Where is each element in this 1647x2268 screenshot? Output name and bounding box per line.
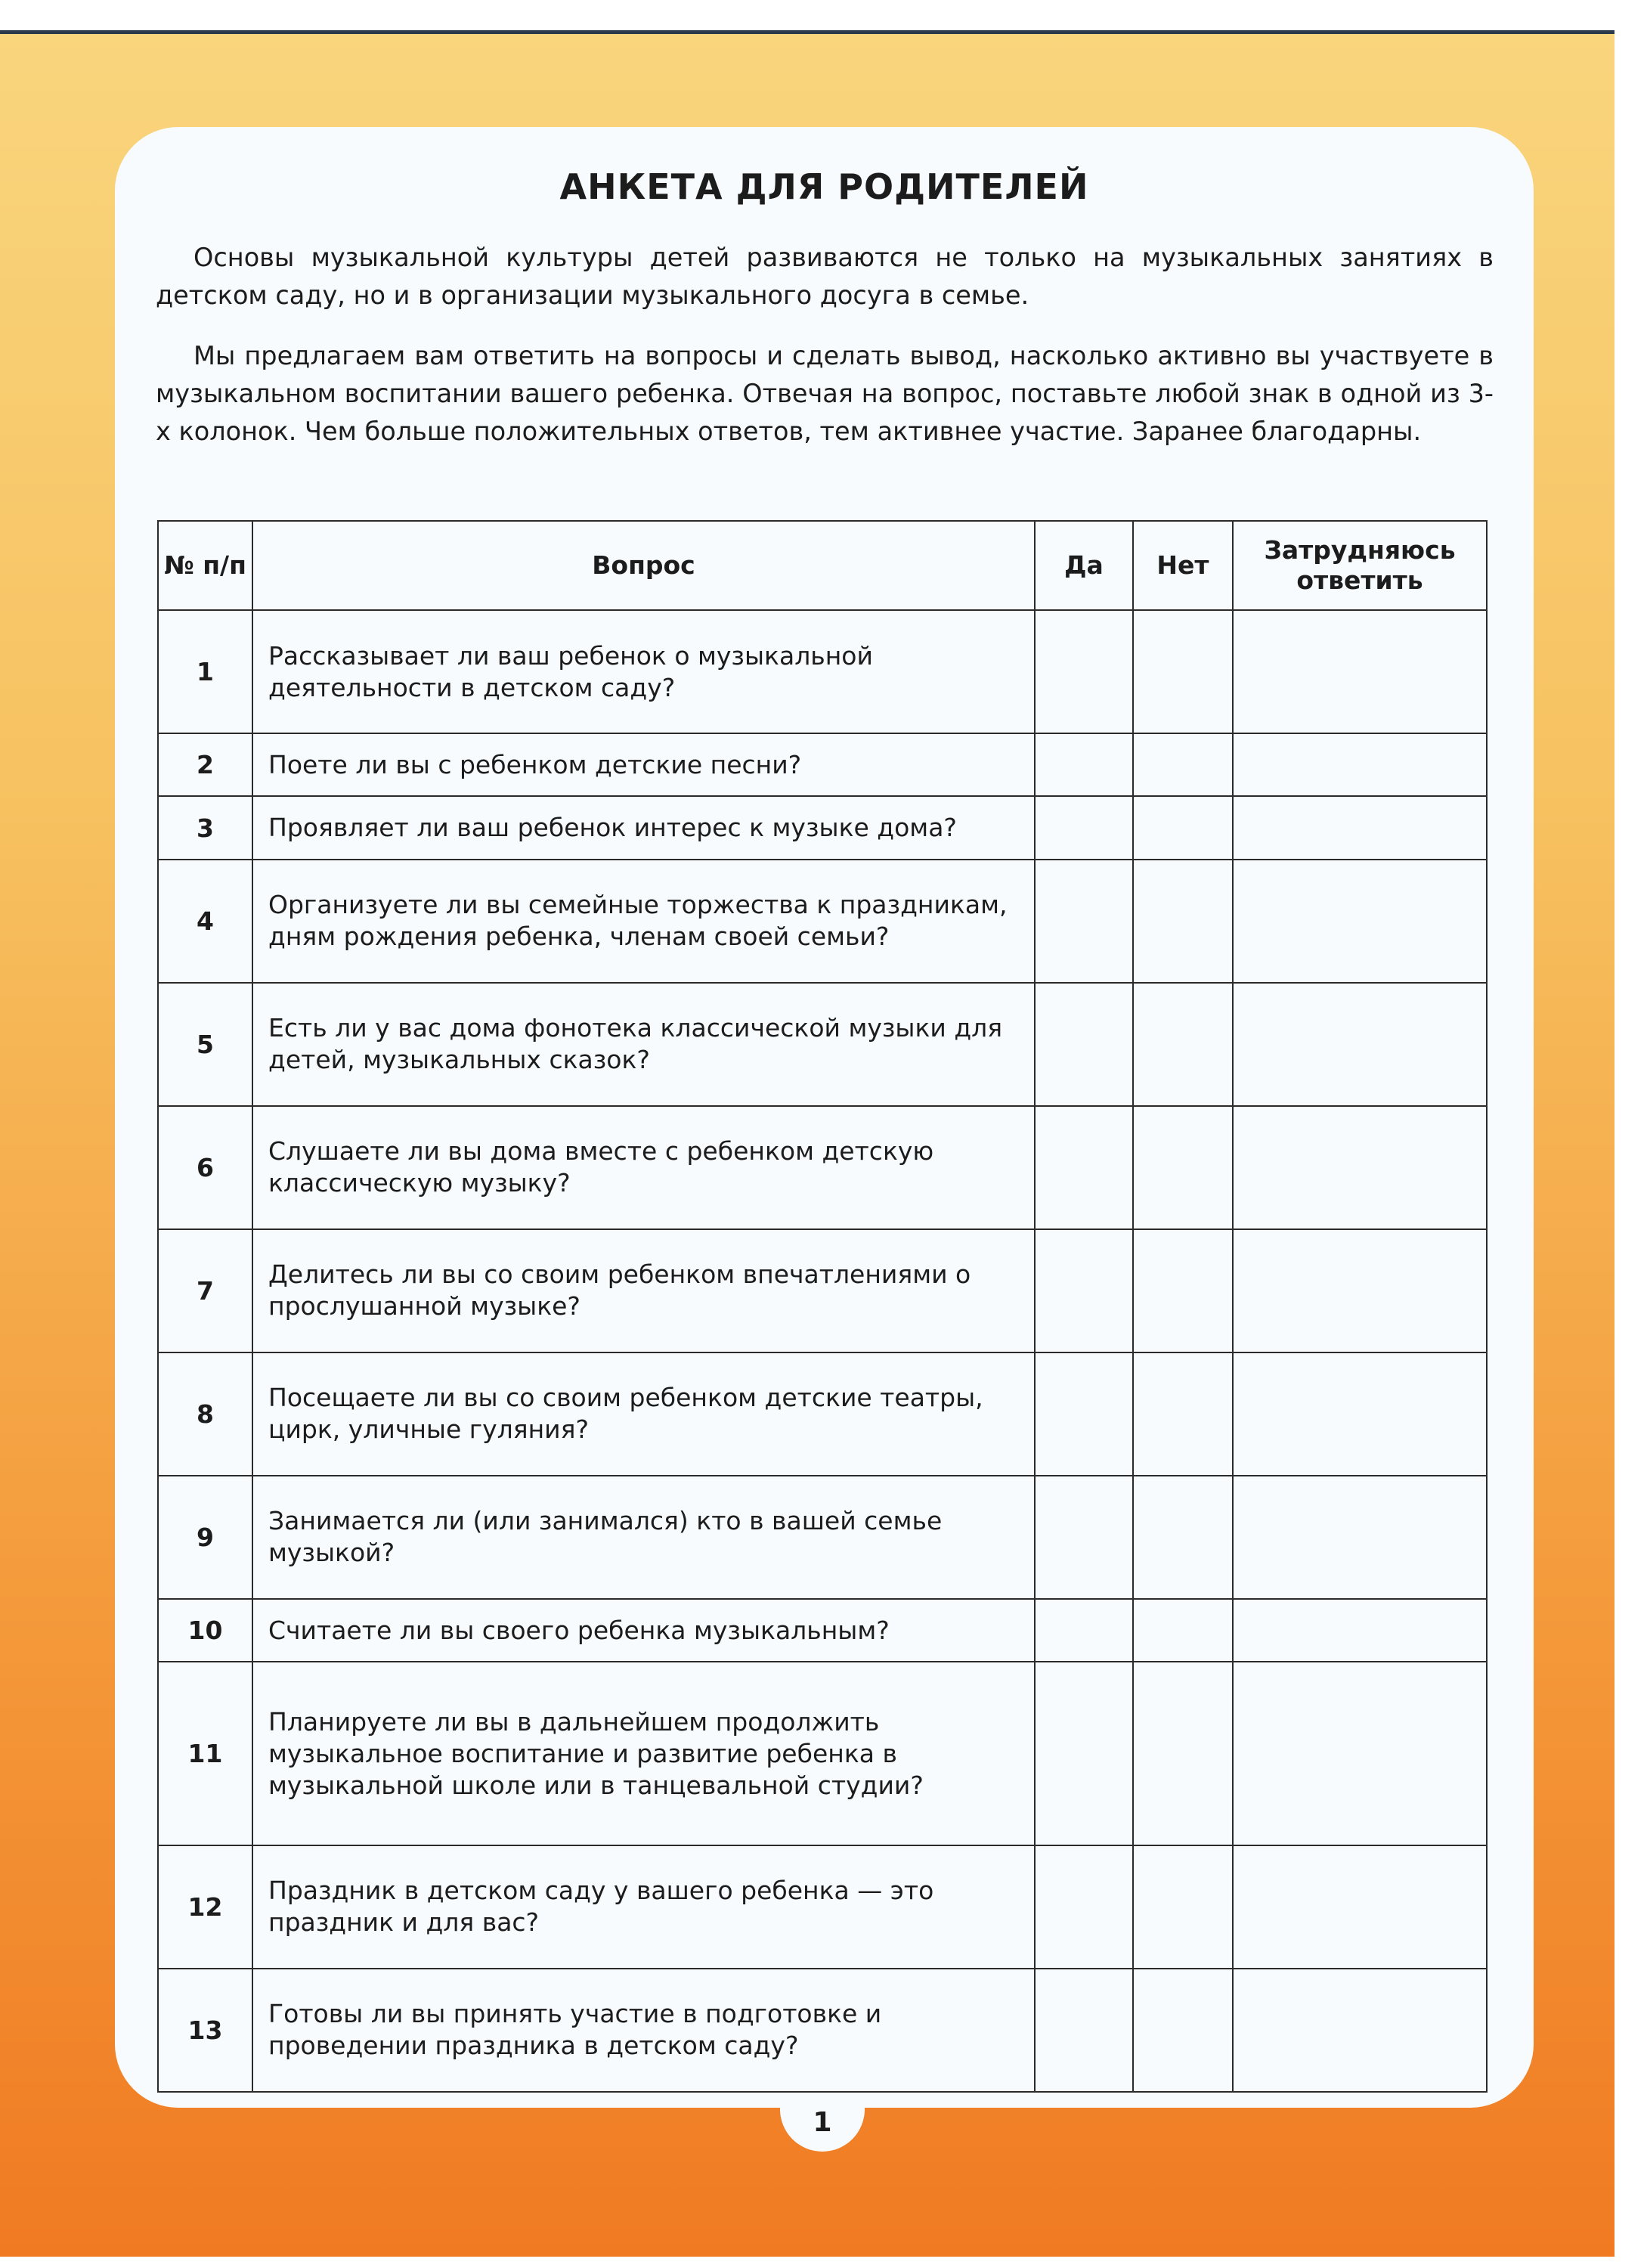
answer-unsure-cell[interactable]: [1233, 1106, 1487, 1229]
answer-yes-cell[interactable]: [1035, 1845, 1133, 1969]
answer-yes-cell[interactable]: [1035, 1229, 1133, 1352]
row-number: 8: [158, 1352, 252, 1476]
answer-yes-cell[interactable]: [1035, 733, 1133, 796]
row-number: 5: [158, 983, 252, 1106]
table-row: [158, 796, 1487, 859]
table-row: [158, 1969, 1487, 2092]
page-title: АНКЕТА ДЛЯ РОДИТЕЛЕЙ: [559, 166, 1089, 207]
header-unsure: Затрудняюсь ответить: [1233, 521, 1487, 610]
question-text: Праздник в детском саду у вашего ребенка — это праздник и для вас?: [252, 1845, 1035, 1969]
answer-unsure-cell[interactable]: [1233, 1599, 1487, 1662]
answer-yes-cell[interactable]: [1035, 1106, 1133, 1229]
answer-no-cell[interactable]: [1133, 1352, 1233, 1476]
question-text: Планируете ли вы в дальнейшем продолжить музыкальное воспитание и развитие ребенка в музыкальной школе или в танцевальной студии?: [252, 1662, 1035, 1845]
row-number: 13: [158, 1969, 252, 2092]
answer-no-cell[interactable]: [1133, 860, 1233, 983]
top-border: [0, 30, 1614, 34]
row-number: 4: [158, 860, 252, 983]
table-row: [158, 1229, 1487, 1352]
table-row: [158, 1599, 1487, 1662]
question-text: Посещаете ли вы со своим ребенком детские театры, цирк, уличные гуляния?: [252, 1352, 1035, 1476]
question-text: Делитесь ли вы со своим ребенком впечатлениями о прослушанной музыке?: [252, 1229, 1035, 1352]
answer-unsure-cell[interactable]: [1233, 1229, 1487, 1352]
table-row: [158, 733, 1487, 796]
answer-yes-cell[interactable]: [1035, 1599, 1133, 1662]
answer-unsure-cell[interactable]: [1233, 610, 1487, 733]
answer-no-cell[interactable]: [1133, 733, 1233, 796]
row-number: 9: [158, 1476, 252, 1599]
question-text: Организуете ли вы семейные торжества к праздникам, дням рождения ребенка, членам своей семьи?: [252, 860, 1035, 983]
answer-yes-cell[interactable]: [1035, 983, 1133, 1106]
question-text: Проявляет ли ваш ребенок интерес к музыке дома?: [252, 796, 1035, 859]
answer-yes-cell[interactable]: [1035, 1969, 1133, 2092]
answer-no-cell[interactable]: [1133, 983, 1233, 1106]
answer-yes-cell[interactable]: [1035, 1352, 1133, 1476]
answer-yes-cell[interactable]: [1035, 796, 1133, 859]
answer-no-cell[interactable]: [1133, 1599, 1233, 1662]
survey-table: [157, 520, 1488, 2093]
header-yes: Да: [1035, 521, 1133, 610]
row-number: 2: [158, 733, 252, 796]
table-row: [158, 610, 1487, 733]
answer-no-cell[interactable]: [1133, 1476, 1233, 1599]
answer-unsure-cell[interactable]: [1233, 860, 1487, 983]
row-number: 12: [158, 1845, 252, 1969]
question-text: Поете ли вы с ребенком детские песни?: [252, 733, 1035, 796]
table-row: [158, 1106, 1487, 1229]
table-row: [158, 1352, 1487, 1476]
answer-no-cell[interactable]: [1133, 610, 1233, 733]
answer-no-cell[interactable]: [1133, 796, 1233, 859]
answer-unsure-cell[interactable]: [1233, 983, 1487, 1106]
intro-paragraph-1: Основы музыкальной культуры детей развиваются не только на музыкальных занятиях в детском саду, но и в организации музыкального досуга в семье.: [156, 243, 1494, 310]
answer-yes-cell[interactable]: [1035, 1476, 1133, 1599]
intro-paragraph-2: Мы предлагаем вам ответить на вопросы и сделать вывод, насколько активно вы участвуете в музыкальном воспитании вашего ребенка. Отвечая на вопрос, поставьте любой знак в одной из 3-х колонок. Чем больше положительных ответов, тем активнее участие. Заранее благодарны.: [156, 341, 1494, 446]
answer-no-cell[interactable]: [1133, 1969, 1233, 2092]
row-number: 11: [158, 1662, 252, 1845]
answer-yes-cell[interactable]: [1035, 860, 1133, 983]
table-header-row: [158, 521, 1487, 610]
row-number: 3: [158, 796, 252, 859]
header-num: № п/п: [158, 521, 252, 610]
answer-no-cell[interactable]: [1133, 1845, 1233, 1969]
row-number: 10: [158, 1599, 252, 1662]
table-row: [158, 1845, 1487, 1969]
table-row: [158, 1662, 1487, 1845]
answer-unsure-cell[interactable]: [1233, 733, 1487, 796]
answer-unsure-cell[interactable]: [1233, 1662, 1487, 1845]
table-row: [158, 1476, 1487, 1599]
answer-unsure-cell[interactable]: [1233, 1845, 1487, 1969]
row-number: 6: [158, 1106, 252, 1229]
answer-no-cell[interactable]: [1133, 1229, 1233, 1352]
question-text: Слушаете ли вы дома вместе с ребенком детскую классическую музыку?: [252, 1106, 1035, 1229]
header-question: Вопрос: [252, 521, 1035, 610]
question-text: Считаете ли вы своего ребенка музыкальным?: [252, 1599, 1035, 1662]
answer-unsure-cell[interactable]: [1233, 1352, 1487, 1476]
question-text: Готовы ли вы принять участие в подготовке и проведении праздника в детском саду?: [252, 1969, 1035, 2092]
question-text: Есть ли у вас дома фонотека классической музыки для детей, музыкальных сказок?: [252, 983, 1035, 1106]
question-text: Рассказывает ли ваш ребенок о музыкальной деятельности в детском саду?: [252, 610, 1035, 733]
question-text: Занимается ли (или занимался) кто в вашей семье музыкой?: [252, 1476, 1035, 1599]
table-row: [158, 860, 1487, 983]
answer-no-cell[interactable]: [1133, 1662, 1233, 1845]
page-number: 1: [780, 2108, 865, 2152]
answer-no-cell[interactable]: [1133, 1106, 1233, 1229]
answer-unsure-cell[interactable]: [1233, 1476, 1487, 1599]
answer-yes-cell[interactable]: [1035, 1662, 1133, 1845]
header-no: Нет: [1133, 521, 1233, 610]
answer-yes-cell[interactable]: [1035, 610, 1133, 733]
row-number: 1: [158, 610, 252, 733]
answer-unsure-cell[interactable]: [1233, 796, 1487, 859]
table-row: [158, 983, 1487, 1106]
answer-unsure-cell[interactable]: [1233, 1969, 1487, 2092]
row-number: 7: [158, 1229, 252, 1352]
